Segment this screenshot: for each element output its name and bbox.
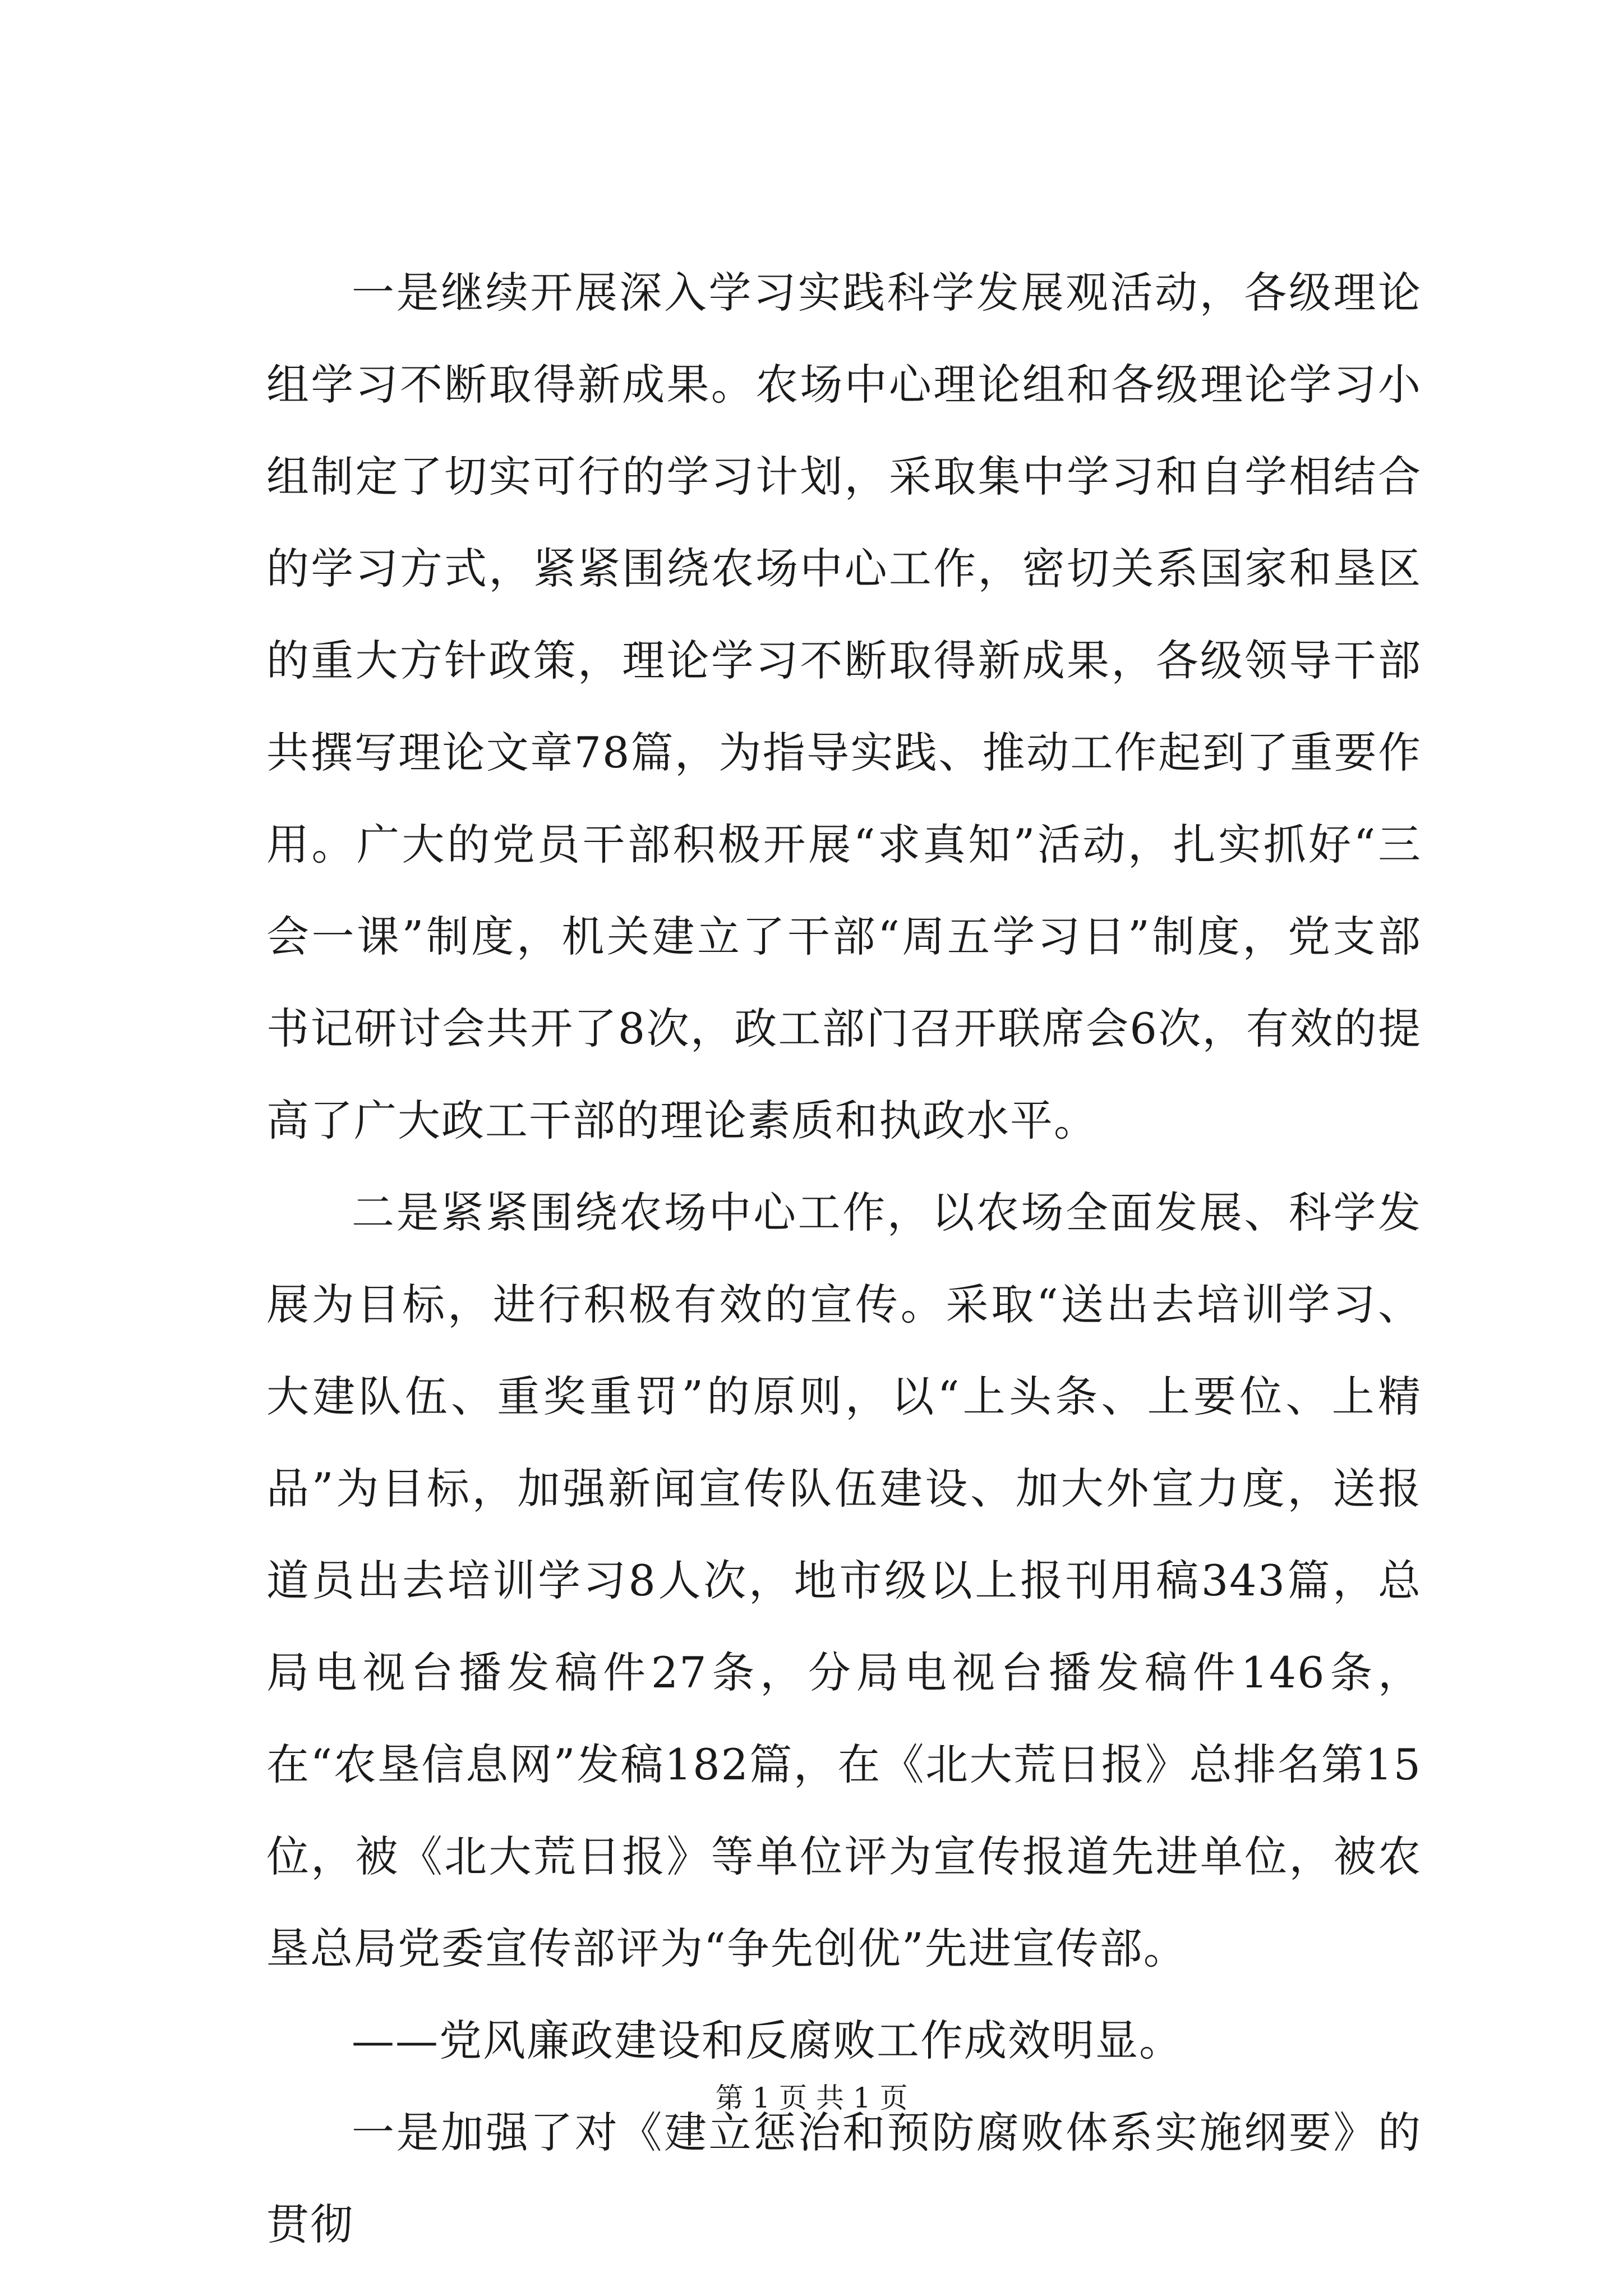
document-body	[266, 247, 1422, 2271]
section-heading-anticorruption: ——党风廉政建设和反腐败工作成效明显。	[352, 2016, 1183, 2065]
page-footer: 第 1 页 共 1 页	[715, 2082, 908, 2114]
paragraph-anticorruption-start: 一是加强了对《建立惩治和预防腐败体系实施纲要》的贯彻	[266, 2108, 1422, 2249]
paragraph-study-practice: 一是继续开展深入学习实践科学发展观活动，各级理论组学习不断取得新成果。农场中心理论组和各级理论学习小组制定了切实可行的学习计划，采取集中学习和自学相结合的学习方式，紧紧围绕农场中心工作，密切关系国家和垦区的重大方针政策，理论学习不断取得新成果，各级领导干部共撰写理论文章78篇，为指导实践、推动工作起到了重要作用。广大的党员干部积极开展“求真知”活动，扎实抓好“三会一课”制度，机关建立了干部“周五学习日”制度，党支部书记研讨会共开了8次，政工部门召开联席会6次，有效的提高了广大政工干部的理论素质和执政水平。	[266, 268, 1422, 1145]
paragraph-publicity: 二是紧紧围绕农场中心工作，以农场全面发展、科学发展为目标，进行积极有效的宣传。采取“送出去培训学习、大建队伍、重奖重罚”的原则，以“上头条、上要位、上精品”为目标，加强新闻宣传队伍建设、加大外宣力度，送报道员出去培训学习8人次，地市级以上报刊用稿343篇，总局电视台播发稿件27条，分局电视台播发稿件146条，在“农垦信息网”发稿182篇，在《北大荒日报》总排名第15位，被《北大荒日报》等单位评为宣传报道先进单位，被农垦总局党委宣传部评为“争先创优”先进宣传部。	[266, 1188, 1422, 1973]
